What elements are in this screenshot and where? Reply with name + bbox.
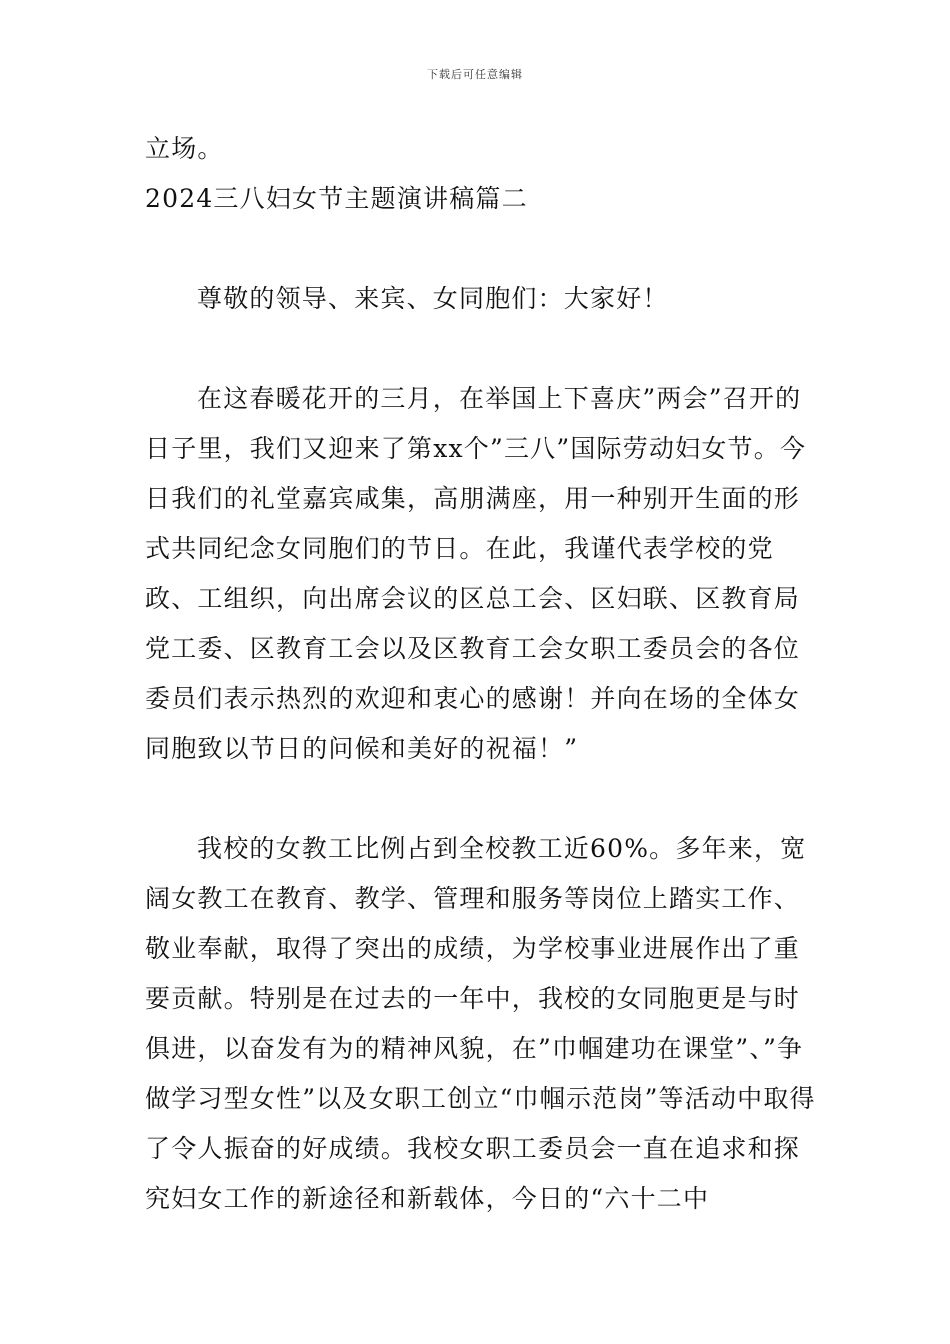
header-note: 下载后可任意编辑 — [427, 68, 523, 81]
body-paragraph-2: 我校的女教工比例占到全校教工近60%。多年来，宽阔女教工在教育、教学、管理和服务等岗位上踏实工作、敬业奉献，取得了突出的成绩，为学校事业进展作出了重要贡献。特别是在过去的一年中，我校的女同胞更是与时俱进，以奋发有为的精神风貌，在”巾帼建功在课堂”、”争做学习型女性”以及女职工创立“巾帼示范岗”等活动中取得了令人振奋的好成绩。我校女职工委员会一直在追求和探究妇女工作的新途径和新载体，今日的“六十二中 — [145, 834, 816, 1213]
spacer — [145, 324, 825, 374]
body-paragraph-1: 在这春暖花开的三月，在举国上下喜庆”两会”召开的日子里，我们又迎来了第xx个”三八”国际劳动妇女节。今日我们的礼堂嘉宾咸集，高朋满座，用一种别开生面的形式共同纪念女同胞们的节日。在此，我谨代表学校的党政、工组织，向出席会议的区总工会、区妇联、区教育局党工委、区教育工会以及区教育工会女职工委员会的各位委员们表示热烈的欢迎和衷心的感谢！并向在场的全体女同胞致以节日的问候和美好的祝福！” — [145, 384, 807, 763]
spacer — [145, 774, 825, 824]
spacer — [145, 224, 825, 274]
section-title: 2024三八妇女节主题演讲稿篇二 — [145, 184, 528, 213]
continuation-line: 立场。 — [145, 134, 224, 163]
document-body — [145, 124, 825, 1224]
greeting-paragraph: 尊敬的领导、来宾、女同胞们：大家好！ — [197, 284, 669, 313]
